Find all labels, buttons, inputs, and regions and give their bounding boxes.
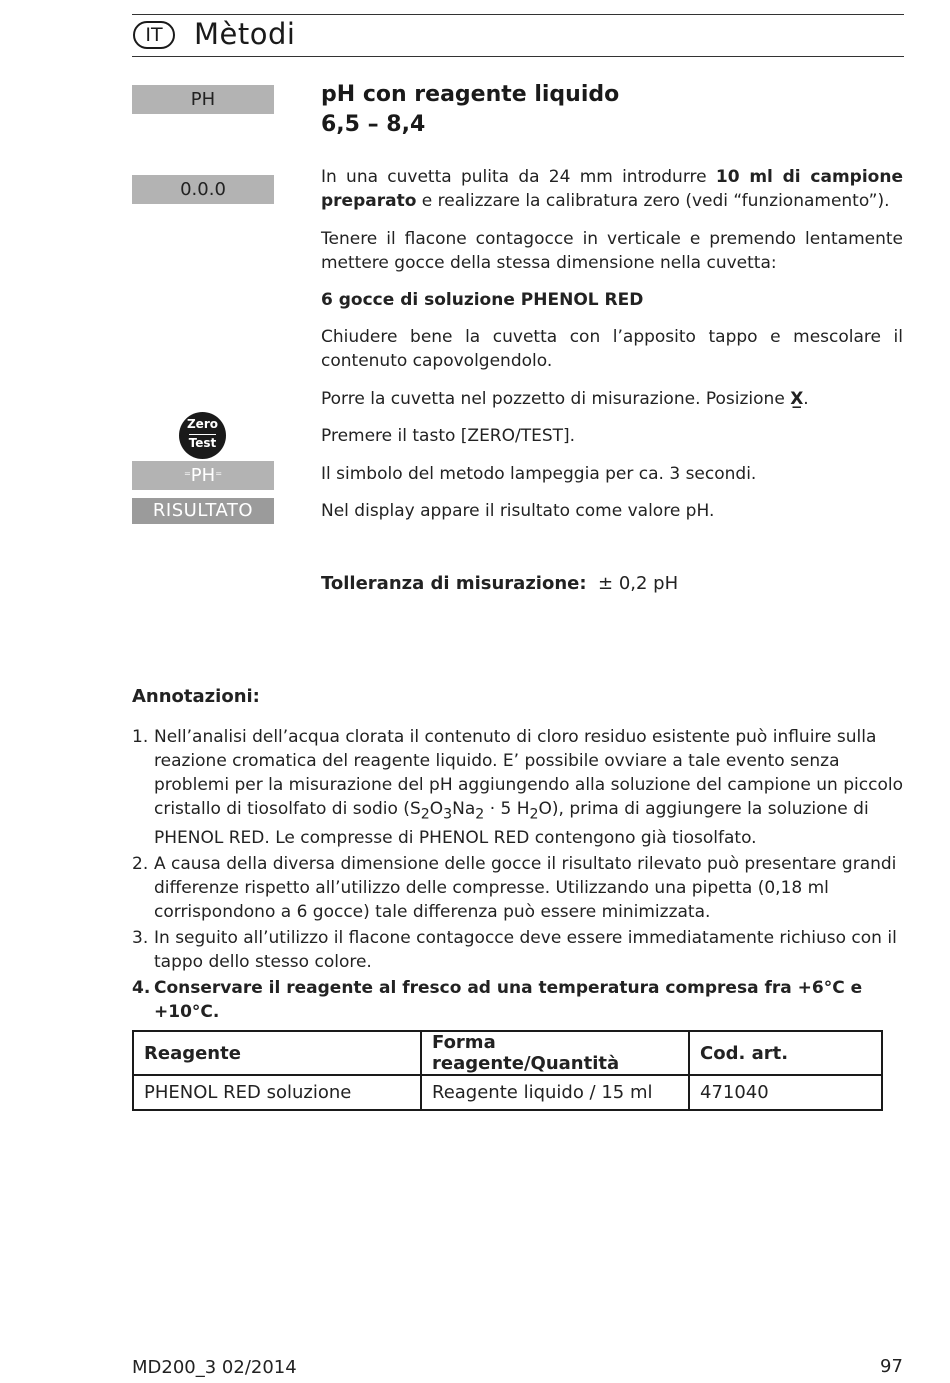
reagent-table	[132, 1030, 883, 1111]
step-3: 6 gocce di soluzione PHENOL RED	[321, 290, 644, 310]
step-6: Premere il tasto [ZERO/TEST].	[321, 426, 576, 446]
table-header-row	[133, 1031, 882, 1075]
note-item	[132, 926, 907, 974]
header-bottom-rule	[132, 56, 904, 57]
step-7: Il simbolo del metodo lampeggia per ca. 3 secondi.	[321, 464, 757, 484]
note-1-text-e: O), prima di aggiungere la soluzione di PHENOL RED. Le compresse di PHENOL RED contengono già tiosolfato.	[154, 799, 869, 849]
step-5-end: .	[803, 389, 809, 409]
step-5-text: Porre la cuvetta nel pozzetto di misurazione. Posizione	[321, 389, 785, 409]
note-1-sub: 2	[475, 806, 485, 823]
note-item	[132, 976, 907, 1024]
note-1-sub: 2	[529, 806, 539, 823]
table-cell: PHENOL RED soluzione	[133, 1075, 421, 1110]
note-1-text-c: Na	[452, 799, 476, 819]
step-2: Tenere il flacone contagocce in verticale e premendo lentamente mettere gocce della stessa dimensione nella cuvetta:	[321, 229, 903, 273]
note-1-text-b: O	[429, 799, 444, 819]
note-1-sub: 2	[420, 806, 430, 823]
notes-heading: Annotazioni:	[132, 686, 260, 707]
timer-symbol-icon: X̲	[790, 389, 804, 409]
table-cell: Reagente liquido / 15 ml	[421, 1075, 689, 1110]
note-2-text: A causa della diversa dimensione delle gocce il risultato rilevato può presentare grandi differenze rispetto all’utilizzo delle compresse. Utilizzando una pipetta (0,18 ml corrispondono a 6 gocce) tale differenza può essere minimizzata.	[154, 854, 897, 923]
button-divider	[189, 434, 216, 435]
method-title: pH con reagente liquido	[321, 82, 620, 107]
zero-label: Zero	[186, 417, 218, 431]
zero-test-button-icon	[179, 412, 226, 459]
tolerance-value: ± 0,2 pH	[598, 573, 679, 594]
step-1-text-a: In una cuvetta pulita da 24 mm introdurre	[321, 167, 716, 187]
method-range: 6,5 – 8,4	[321, 112, 426, 137]
notes-list	[132, 725, 907, 1026]
note-number: 2.	[132, 854, 149, 875]
step-1-bold: 10 ml di campione preparato	[321, 167, 903, 211]
note-item	[132, 852, 907, 924]
column-header: Forma reagente/Quantità	[421, 1031, 689, 1075]
method-heading	[321, 80, 619, 140]
header-top-rule	[132, 14, 904, 15]
note-1-text-a: Nell’analisi dell’acqua clorata il contenuto di cloro residuo esistente può influire sulla reazione cromatica del reagente liquido. E’ possibile ovviare a tale evento senza problemi per la misurazione del pH aggiungendo alla soluzione del campione un piccolo cristallo di tiosolfato di sodio (S	[154, 727, 903, 819]
note-item	[132, 725, 907, 850]
table-cell: 471040	[689, 1075, 882, 1110]
note-3-text: In seguito all’utilizzo il flacone contagocce deve essere immediatamente richiuso con il tappo dello stesso colore.	[154, 928, 897, 973]
note-number: 1.	[132, 727, 149, 747]
step-1-text-b: e realizzare la calibratura zero (vedi “funzionamento”).	[416, 191, 890, 211]
note-1-sub: 3	[443, 806, 453, 823]
column-header: Cod. art.	[689, 1031, 882, 1075]
step-5	[321, 387, 903, 411]
display-blinking-box	[132, 461, 274, 490]
note-number: 3.	[132, 928, 149, 949]
display-result-box: RISULTATO	[132, 498, 274, 524]
column-header: Reagente	[133, 1031, 421, 1075]
note-1-text-d: · 5 H	[484, 799, 530, 819]
tolerance-label: Tolleranza di misurazione:	[321, 573, 587, 594]
blinking-method-label: PH	[190, 465, 216, 486]
footer-doc-id: MD200_3 02/2014	[132, 1357, 297, 1378]
note-4-text: Conservare il reagente al fresco ad una temperatura compresa fra +6°C e +10°C.	[154, 978, 863, 1023]
step-8: Nel display appare il risultato come valore pH.	[321, 501, 715, 521]
page-number: 97	[880, 1356, 903, 1377]
page-title: Mètodi	[194, 17, 296, 51]
table-row	[133, 1075, 882, 1110]
tolerance-line	[321, 573, 678, 594]
blink-rays-left-icon: ⁼	[183, 468, 191, 484]
language-badge: IT	[133, 21, 175, 49]
display-zero-box: 0.0.0	[132, 175, 274, 204]
step-1	[321, 165, 903, 213]
step-4: Chiudere bene la cuvetta con l’apposito tappo e mescolare il contenuto capovolgendolo.	[321, 327, 903, 371]
display-method-box: PH	[132, 85, 274, 114]
note-number: 4.	[132, 978, 151, 999]
test-label: Test	[188, 436, 217, 450]
blink-rays-right-icon: ⁼	[215, 468, 223, 484]
